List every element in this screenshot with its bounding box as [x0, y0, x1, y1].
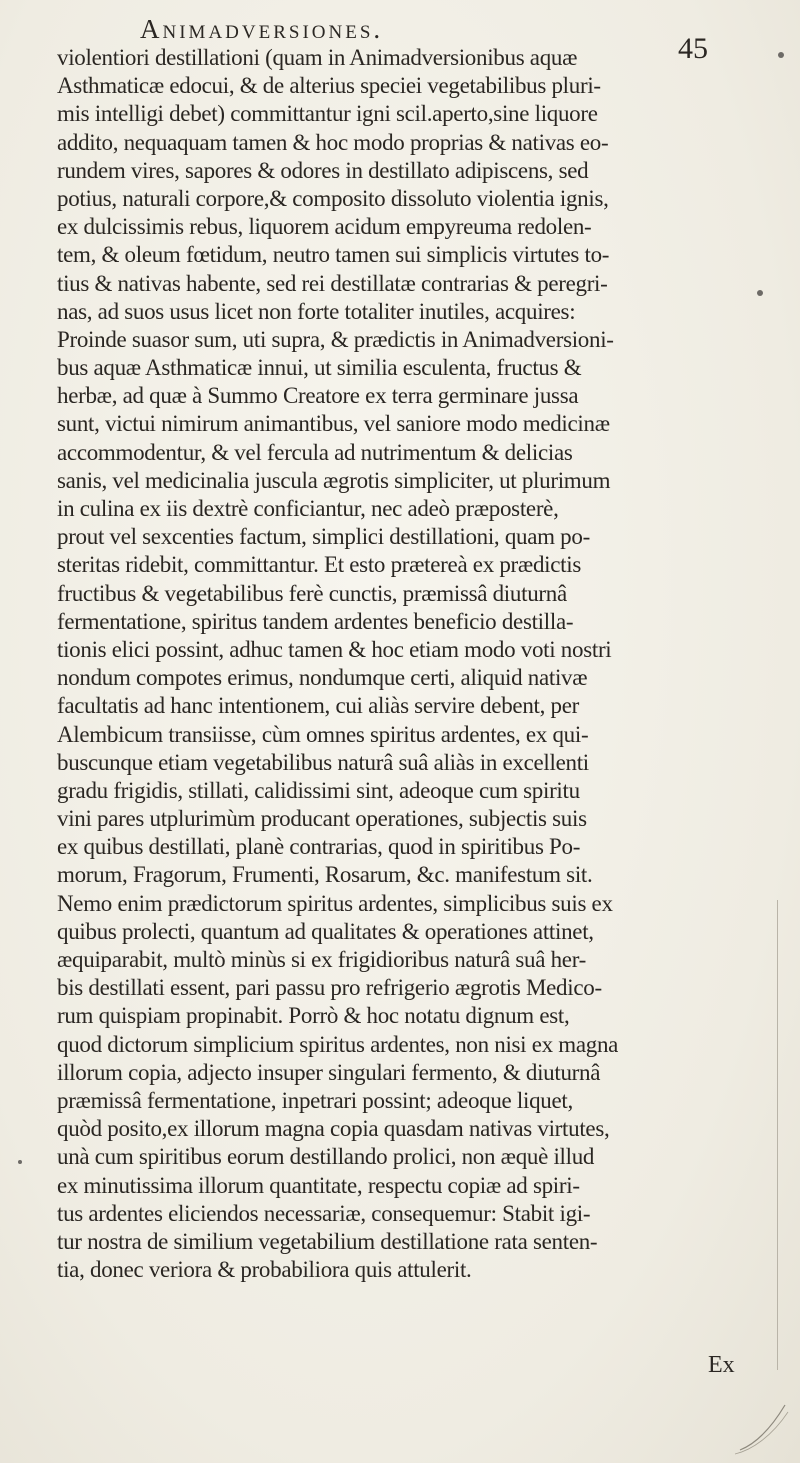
page-number: 45	[678, 32, 708, 65]
text-line: fermentatione, spiritus tandem ardentes beneficio destilla-	[57, 608, 574, 634]
text-line: sunt, victui nimirum animantibus, vel saniore modo medicinæ	[57, 411, 610, 437]
text-line: quòd posito,ex illorum magna copia quasdam nativas virtutes,	[57, 1116, 610, 1142]
text-line: tem, & oleum fœtidum, neutro tamen sui simplicis virtutes to-	[57, 242, 610, 268]
text-line: tionis elici possint, adhuc tamen & hoc etiam modo voti nostri	[57, 636, 612, 662]
text-line: tia, donec veriora & probabiliora quis attulerit.	[57, 1257, 472, 1283]
text-line: ex dulcissimis rebus, liquorem acidum empyreuma redolen-	[57, 214, 592, 240]
text-line: tus ardentes eliciendos necessariæ, consequemur: Stabit igi-	[57, 1200, 591, 1226]
text-line: nas, ad suos usus licet non forte totaliter inutiles, acquires:	[57, 298, 576, 324]
text-line: in culina ex iis dextrè conficiantur, nec adeò præposterè,	[57, 496, 559, 521]
text-line: sanis, vel medicinalia jusculа ægrotis simpliciter, ut plurimum	[57, 467, 611, 493]
text-line: vini pares utplurimùm producant operationes, subjectis suis	[57, 806, 587, 832]
running-title: Animadversiones.	[140, 14, 384, 44]
text-line: prout vel sexcenties factum, simplici destillationi, quam po-	[57, 524, 590, 550]
text-line: tius & nativas habente, sed rei destillatæ contrarias & peregri-	[57, 270, 608, 296]
text-line: bis destillati essent, pari passu pro refrigerio ægrotis Medico-	[57, 975, 602, 1001]
catchword: Ex	[708, 1352, 735, 1378]
text-line: fructibus & vegetabilibus ferè cunctis, præmissâ diuturnâ	[57, 580, 567, 606]
text-line: æquiparabit, multò minùs si ex frigidioribus naturâ suâ her-	[57, 947, 586, 972]
text-line: nondum compotes erimus, nondumque certi, aliquid nativæ	[57, 665, 588, 691]
text-line: bus aquæ Asthmaticæ innui, ut similia esculenta, fructus &	[57, 355, 582, 381]
text-line: accommodentur, & vel fercula ad nutrimentum & delicias	[57, 439, 573, 465]
text-line: rundem vires, sapores & odores in destillato adipiscens, sed	[57, 157, 589, 183]
text-line: rum quispiam propinabit. Porrò & hoc notatu dignum est,	[57, 1003, 570, 1029]
text-line: ex quibus destillati, planè contrarias, quod in spiritibus Po-	[57, 834, 581, 860]
text-line: ex minutissima illorum quantitate, respectu copiæ ad spiri-	[57, 1172, 580, 1198]
text-line: steritas ridebit, committantur. Et esto prætereà ex prædictis	[57, 552, 581, 578]
text-line: buscunque etiam vegetabilibus naturâ suâ aliàs in excellenti	[57, 749, 589, 775]
text-line: potius, naturali corpore,& composito dissoluto violentia ignis,	[57, 185, 609, 211]
text-line: violentiori destillationi (quam in Animadversionibus aquæ	[57, 45, 578, 70]
ink-speck	[778, 52, 784, 58]
text-line: addito, nequaquam tamen & hoc modo proprias & nativas eo-	[57, 129, 609, 155]
text-line: unà cum spiritibus eorum destillando prolici, non æquè illud	[57, 1144, 595, 1170]
text-line: morum, Fragorum, Frumenti, Rosarum, &c. manifestum sit.	[57, 862, 593, 888]
text-line: Alembicum transiisse, cùm omnes spiritus ardentes, ex qui-	[57, 721, 589, 747]
text-line: præmissâ fermentatione, inpetrari possint; adeoque liquet,	[57, 1087, 573, 1113]
page-curl-icon	[730, 1400, 790, 1455]
body-text	[57, 44, 747, 1284]
text-line: Proinde suasor sum, uti supra, & prædictis in Animadversioni-	[57, 326, 614, 352]
ink-speck	[757, 290, 763, 296]
text-line: gradu frigidis, stillati, calidissimi sint, adeoque cum spiritu	[57, 777, 580, 803]
ink-speck	[18, 1160, 22, 1164]
text-line: illorum copia, adjecto insuper singulari fermento, & diuturnâ	[57, 1059, 601, 1085]
text-line: Asthmaticæ edocui, & de alterius speciei vegetabilibus pluri-	[57, 73, 601, 99]
text-line: mis intelligi debet) committantur igni scil.aperto,sine liquore	[57, 101, 598, 127]
text-line: quibus prolecti, quantum ad qualitates & operationes attinet,	[57, 918, 594, 944]
text-line: quod dictorum simplicium spiritus ardentes, non nisi ex magna	[57, 1031, 619, 1057]
text-line: tur nostra de similium vegetabilium destillatione rata senten-	[57, 1228, 598, 1254]
text-line: facultatis ad hanc intentionem, cui aliàs servire debent, per	[57, 693, 579, 719]
margin-rule	[777, 900, 778, 1370]
text-line: Nemo enim prædictorum spiritus ardentes, simplicibus suis ex	[57, 890, 613, 916]
text-line: herbæ, ad quæ à Summo Creatore ex terra germinare jussa	[57, 383, 579, 409]
